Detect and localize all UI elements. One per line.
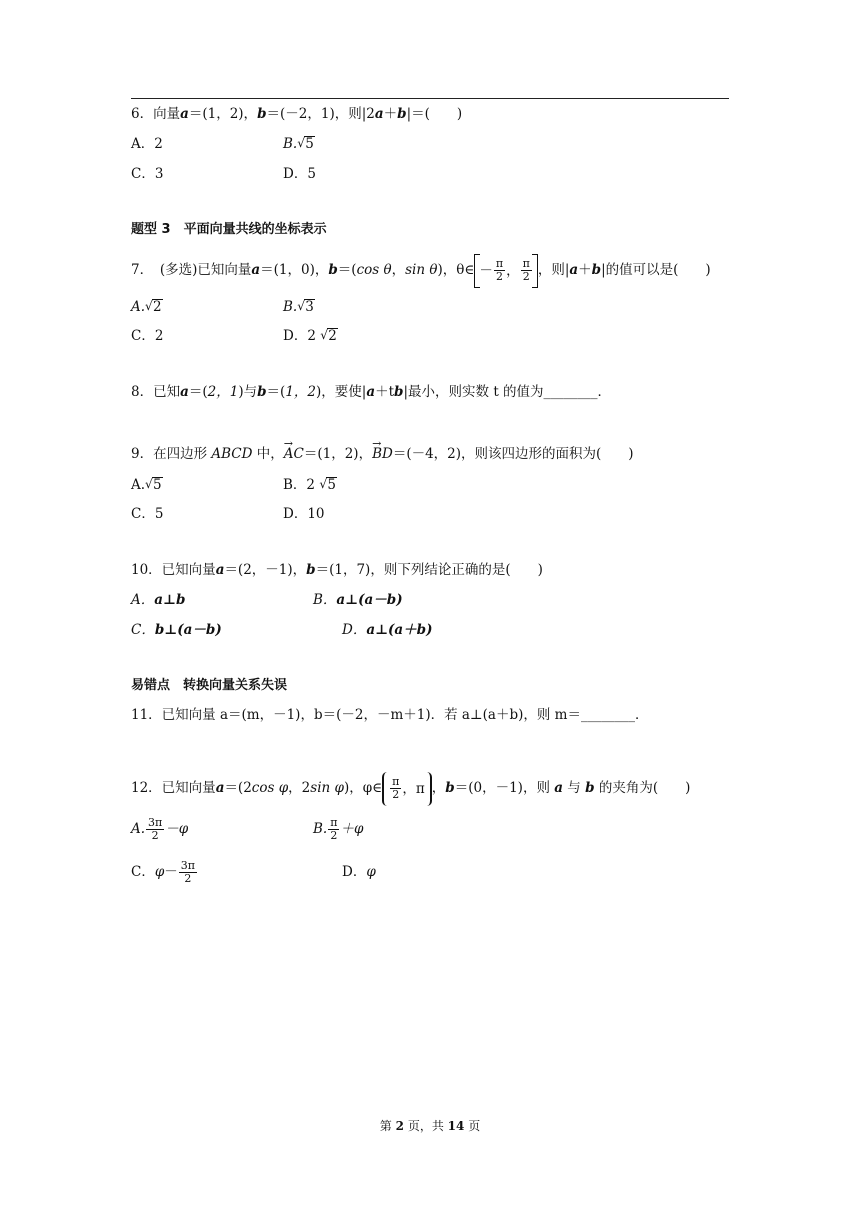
q6-option-c: C．3: [131, 166, 164, 182]
sqrt-symbol: √ 5: [297, 135, 315, 153]
q12-option-b: B. $\frac{\pi}{2}$ ＋φ: [313, 816, 364, 842]
interval-brackets: － $\frac{\pi}{2}$ ， $\frac{\pi}{2}$: [474, 254, 537, 288]
q10-option-a: A．a⊥b: [131, 592, 186, 608]
vector-bd: → BD: [372, 445, 393, 463]
q12-stem: 12．已知向量a＝(2cos φ，2sin φ)，φ∈ $\frac{\pi}{2}$ ，π ，b＝(0，－1)，则 a 与 b 的夹角为( ): [131, 770, 690, 806]
q10-stem: 10．已知向量a＝(2，－1)，b＝(1，7)，则下列结论正确的是( ): [131, 562, 543, 578]
q10-option-c: C．b⊥(a－b): [131, 622, 222, 638]
q6-option-a: A．2: [131, 136, 163, 152]
q10-option-b: B．a⊥(a－b): [313, 592, 403, 608]
q9-option-d: D．10: [283, 506, 325, 522]
vector-ac: → AC: [284, 445, 304, 463]
q6-option-b: B.√ 5: [283, 135, 315, 153]
q9-option-b: B．2 √ 5: [283, 476, 337, 494]
section-heading-error: 易错点 转换向量关系失误: [131, 678, 288, 693]
q12-option-c: C．φ－ $\frac{3\pi}{2}$: [131, 859, 196, 885]
header-rule: [131, 98, 729, 99]
page-footer: 第 2 页，共 14 页: [379, 1119, 481, 1133]
q10-option-d: D．a⊥(a＋b): [342, 622, 433, 638]
q8-stem: 8．已知a＝(2，1)与b＝(1，2)，要使|a＋tb|最小，则实数 t 的值为________．: [131, 384, 612, 400]
q11-stem: 11．已知向量 a＝(m，－1)，b＝(－2，－m＋1)．若 a⊥(a＋b)，则 m＝________．: [131, 707, 649, 723]
q9-option-a: A.√ 5: [131, 476, 163, 494]
q7-option-d: D．2 √ 2: [283, 327, 338, 345]
q12-option-a: A. $\frac{3\pi}{2}$ －φ: [131, 816, 189, 842]
q7-option-a: A.√ 2: [131, 298, 163, 316]
q9-option-c: C．5: [131, 506, 164, 522]
section-heading-3: 题型 3 平面向量共线的坐标表示: [131, 222, 327, 237]
interval-parens: $\frac{\pi}{2}$ ，π: [382, 772, 432, 806]
q9-stem: 9．在四边形 ABCD 中，→ AC＝(1，2)，→ BD＝(－4，2)，则该四边形的面积为( ): [131, 445, 634, 463]
q6-option-d: D．5: [283, 166, 316, 182]
q12-option-d: D．φ: [342, 864, 376, 880]
q7-option-c: C．2: [131, 328, 164, 344]
q7-option-b: B.√ 3: [283, 298, 315, 316]
q7-stem: 7． (多选)已知向量a＝(1，0)，b＝(cos θ，sin θ)，θ∈ － $\frac{\pi}{2}$ ， $\frac{\pi}{2}$ ，则|a＋b|的值可以是( ): [131, 252, 711, 288]
q6-stem: 6．向量a＝(1，2)，b＝(－2，1)，则|2a＋b|＝( ): [131, 106, 463, 122]
